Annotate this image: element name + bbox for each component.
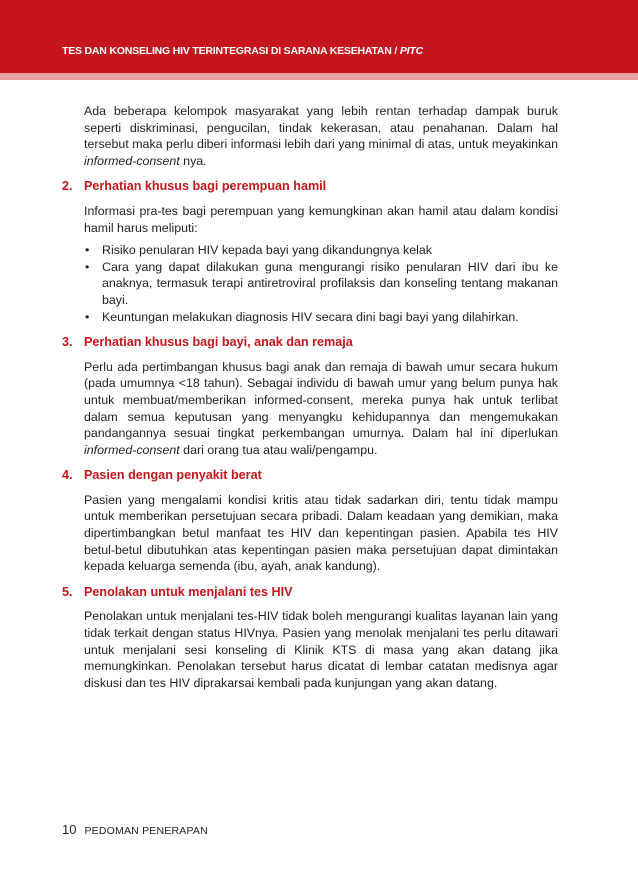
list-item	[84, 242, 558, 259]
intro-paragraph	[84, 103, 558, 169]
section-heading-5	[62, 584, 558, 601]
page-footer	[62, 822, 208, 837]
section-heading-2	[62, 178, 558, 195]
section-number: 3.	[62, 335, 73, 350]
intro-text: Ada beberapa kelompok masyarakat yang lebih rentan terhadap dampak buruk seperti diskriminasi, pengucilan, tindak kekerasan, atau penahanan. Dalam hal tersebut maka perlu diberi informasi lebih dari yang minimal di atas, untuk meyakinkan	[84, 104, 558, 152]
section-number: 2.	[62, 179, 73, 194]
section-3-tail: dari orang tua atau wali/pengampu.	[179, 442, 378, 457]
section-5-paragraph: Penolakan untuk menjalani tes-HIV tidak boleh mengurangi kualitas layanan lain yang tidak terkait dengan status HIVnya. Pasien yang menolak menjalani tes perlu ditawari untuk menjalani sesi konseling di Klinik KTS di masa yang akan datang jika memungkinkan. Penolakan tersebut harus dicatat di lembar catatan medisnya agar diskusi dan tes HIV diprakarsai kembali pada kunjungan yang akan datang.	[84, 609, 558, 690]
bullet-icon: •	[85, 259, 90, 274]
intro-emphasis: informed-consent	[84, 153, 180, 168]
bullet-icon: •	[85, 309, 90, 324]
page-body	[62, 103, 558, 700]
section-4-paragraph: Pasien yang mengalami kondisi kritis atau tidak sadarkan diri, tentu tidak mampu untuk memberikan persetujuan secara pribadi. Dalam keadaan yang demikian, maka dipertimbangkan betul manfaat tes HIV dan kepentingan pasien. Apabila tes HIV betul-betul dibutuhkan atas kepentingan pasien maka persetujuan dapat dimintakan kepada keluarga semenda (ibu, ayah, anak kandung).	[84, 492, 558, 574]
section-number: 4.	[62, 468, 73, 483]
bullet-icon: •	[85, 243, 90, 258]
section-3-paragraph	[84, 359, 558, 459]
list-item-text: Keuntungan melakukan diagnosis HIV secara dini bagi bayi yang dilahirkan.	[102, 309, 519, 324]
section-heading-4	[62, 467, 558, 484]
list-item	[84, 309, 558, 326]
running-header-text: TES DAN KONSELING HIV TERINTEGRASI DI SARANA KESEHATAN /	[62, 45, 400, 57]
section-number: 5.	[62, 584, 73, 599]
page-header-band	[0, 0, 638, 80]
section-3-emphasis: informed-consent	[84, 442, 180, 457]
section-2-paragraph: Informasi pra-tes bagi perempuan yang kemungkinan akan hamil atau dalam kondisi hamil harus meliputi:	[84, 203, 558, 235]
section-title: Penolakan untuk menjalani tes HIV	[84, 584, 293, 599]
section-title: Pasien dengan penyakit berat	[84, 468, 262, 483]
section-title: Perhatian khusus bagi perempuan hamil	[84, 179, 327, 194]
list-item-text: Cara yang dapat dilakukan guna mengurangi risiko penularan HIV dari ibu ke anaknya, termasuk terapi antiretroviral profilaksis dan konseling tentang makanan bayi.	[102, 259, 558, 307]
section-3-text: Perlu ada pertimbangan khusus bagi anak dan remaja di bawah umur secara hukum (pada umumnya <18 tahun). Sebagai individu di bawah umur yang belum punya hak untuk membuat/memberikan informed-consent, mereka punya hak untuk terlibat dalam semua keputusan yang menyangku kehidupannya dan mengemukakan pandangannya sesuai tingkat perkembangan umurnya. Dalam hal ini diperlukan	[84, 359, 558, 441]
page-number: 10	[62, 822, 77, 837]
section-2-bullet-list	[84, 242, 558, 325]
list-item	[84, 259, 558, 309]
running-header-suffix: PITC	[399, 45, 423, 57]
list-item-text: Risiko penularan HIV kepada bayi yang dikandungnya kelak	[102, 243, 432, 258]
intro-tail: nya.	[179, 153, 207, 168]
section-heading-3	[62, 334, 558, 351]
section-title: Perhatian khusus bagi bayi, anak dan remaja	[84, 335, 353, 350]
footer-label: PEDOMAN PENERAPAN	[84, 825, 208, 837]
running-header-title	[62, 45, 423, 57]
